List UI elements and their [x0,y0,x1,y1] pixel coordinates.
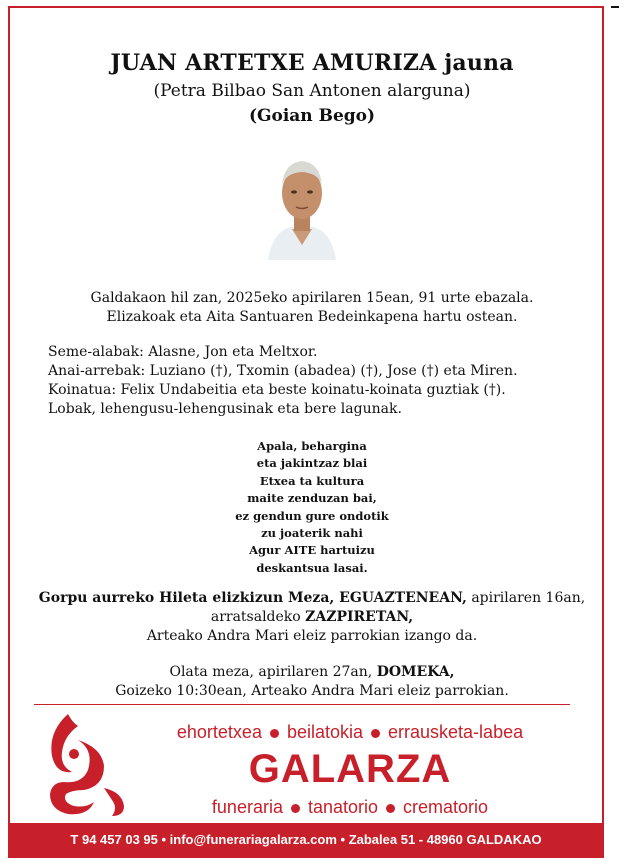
poem-line: ez gendun gure ondotik [235,508,389,523]
service-item: errausketa-labea [388,722,524,742]
funeral-time: ZAZPIRETAN, [305,609,414,625]
poem-line: maite zenduzan bai, [247,491,377,506]
memorial-mass-info [0,663,624,701]
funeral-time-prefix: arratsaldeko [210,609,306,625]
funeral-mass-label: Gorpu aurreko Hileta elizkizun Meza, EGUAZTENEAN, [38,590,467,606]
service-item: funeraria [211,797,283,817]
family-list [48,343,518,419]
footer-divider [34,704,570,705]
funeral-info [0,589,624,646]
intro-text [0,289,624,327]
service-item: crematorio [403,797,489,817]
poem-line: Agur AITE hartuizu [249,543,375,558]
poem-line: deskantsua lasai. [256,560,368,575]
goian-bego-line: (Goian Bego) [248,106,376,126]
spouse-line: (Petra Bilbao San Antonen alarguna) [153,81,471,101]
funeral-date: apirilaren 16an, [466,590,586,606]
funeral-place: Arteako Andra Mari eleiz parrokian izango da. [146,628,478,644]
deceased-name: JUAN ARTETXE AMURIZA jauna [110,50,514,76]
brand-name: GALARZA [248,747,452,791]
services-basque [130,722,570,743]
mass-day: DOMEKA, [376,664,455,680]
bullet-icon [386,804,395,813]
poem [0,438,624,577]
poem-line: Etxea ta kultura [259,473,365,488]
in-laws-line: Koinatua: Felix Undabeitia eta beste koinatu-koinata guztiak (†). [48,382,506,398]
poem-line: Apala, behargina [257,439,367,453]
sacraments-line: Elizakoak eta Aita Santuaren Bedeinkapena hartu ostean. [106,309,518,325]
galarza-logo-icon [38,710,130,818]
mass-date: Olata meza, apirilaren 27an, [169,664,377,680]
portrait-photo [262,145,342,260]
bullet-icon [291,804,300,813]
children-line: Seme-alabak: Alasne, Jon eta Meltxor. [48,344,318,360]
corner-mark [611,6,619,8]
contact-info: T 94 457 03 95 • info@funerariagalarza.com • Zabalea 51 - 48960 GALDAKAO [70,832,542,847]
service-item: tanatorio [307,797,379,817]
services-spanish [130,797,570,818]
bullet-icon [270,729,279,738]
poem-line: zu joaterik nahi [261,526,363,541]
bullet-icon [371,729,380,738]
death-line: Galdakaon hil zan, 2025eko apirilaren 15ean, 91 urte ebazala. [90,290,534,306]
poem-line: eta jakintzaz blai [256,456,368,471]
service-item: beilatokia [286,722,364,742]
relatives-line: Lobak, lehengusu-lehengusinak eta bere lagunak. [48,401,402,417]
service-item: ehortetxea [176,722,262,742]
mass-time-place: Goizeko 10:30ean, Arteako Andra Mari eleiz parrokian. [115,683,509,699]
siblings-line: Anai-arrebak: Luziano (†), Txomin (abadea) (†), Jose (†) eta Miren. [48,363,518,379]
